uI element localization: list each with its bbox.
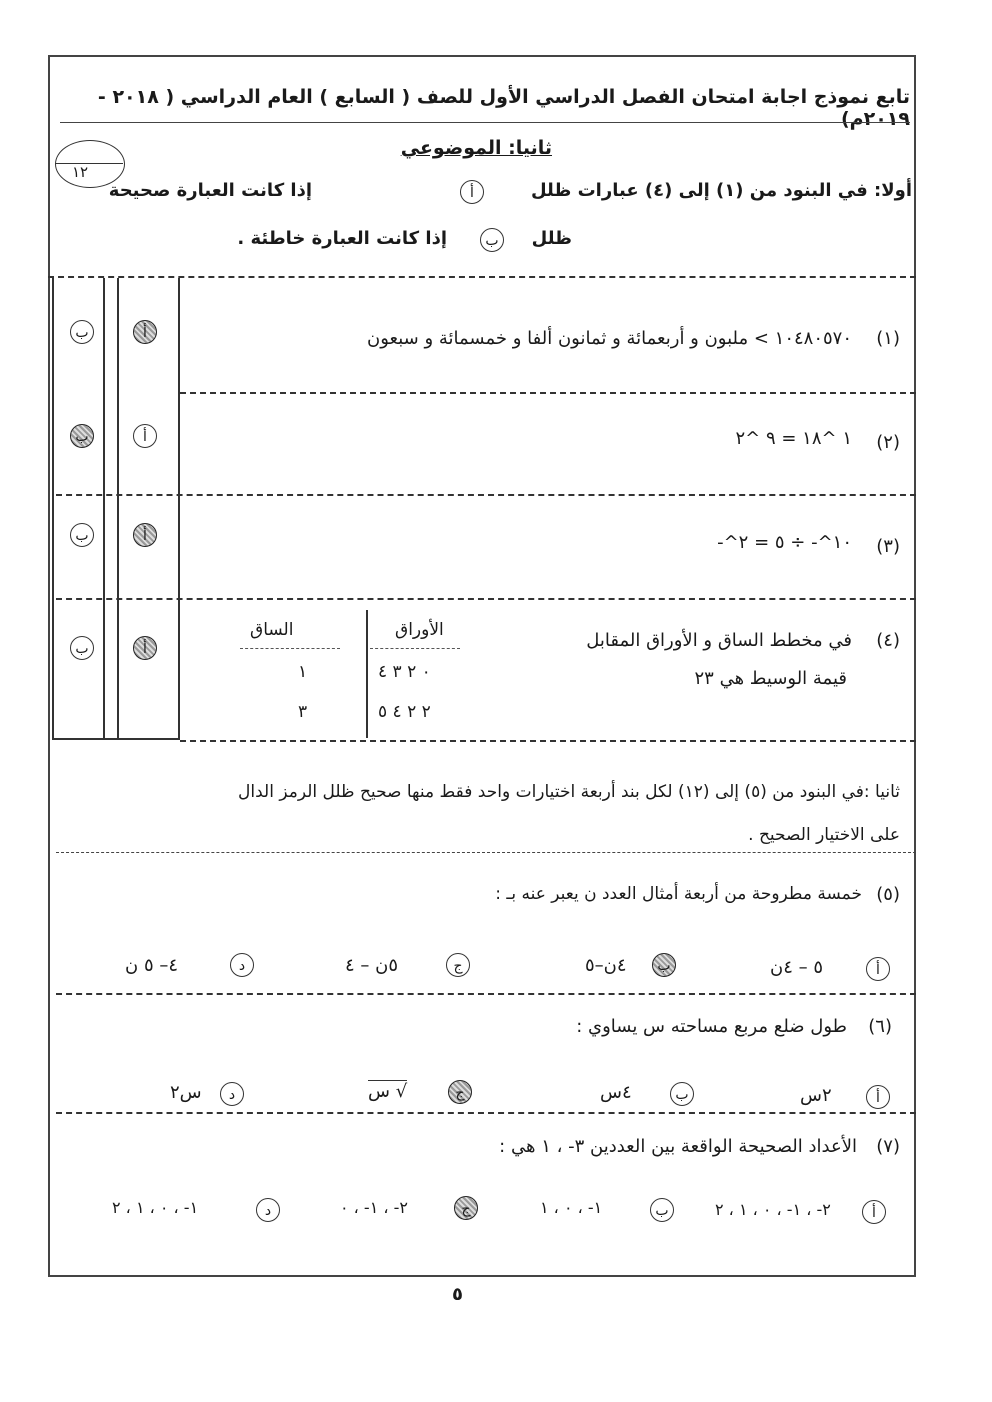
answer-box-mid [103,278,105,740]
tf-item-3-num: (٣) [876,536,900,557]
mc-6-option-d-symbol[interactable]: د [220,1082,244,1106]
mc-6-option-c-symbol[interactable]: ج [448,1080,472,1104]
tf-divider-2 [56,494,916,496]
answer-box-mid2 [117,278,119,740]
part2-line2: على الاختيار الصحيح . [748,825,900,845]
answer-box-left [52,278,54,740]
false-symbol: ب [480,228,504,252]
part1-line1: أولا: في البنود من (١) إلى (٤) عبارات ظلل [530,180,912,201]
page-number: ٥ [452,1284,463,1305]
true-symbol: أ [460,180,484,204]
tf-item-3-option-b[interactable]: ب [70,523,94,547]
tf-item-4-option-b[interactable]: ب [70,636,94,660]
part2-line1: ثانيا :في البنود من (٥) إلى (١٢) لكل بند أربعة اختيارات واحد فقط منها صحيح ظلل الرمز الدال [238,782,900,802]
mc-7-option-c-text: ٢- ، ١- ، ٠ [340,1198,408,1217]
mc-7-option-a-symbol[interactable]: أ [862,1200,886,1224]
tf-item-1-option-b[interactable]: ب [70,320,94,344]
mc-7-option-c-symbol[interactable]: ج [454,1196,478,1220]
tf-item-2-option-b[interactable]: ب [70,424,94,448]
mc-5-option-c-symbol[interactable]: ج [446,953,470,977]
tf-item-4-text: في مخطط الساق و الأوراق المقابل [586,630,852,651]
mc-divider-6 [56,1112,916,1114]
tf-item-1-text: ١٠٤٨٠٥٧٠ > ملبون و أربعمائة و ثمانون ألفا و خمسمائة و سبعون [367,328,852,349]
answer-box-right [178,278,180,740]
mc-5-option-d-text: ٤– ٥ ن [125,955,179,976]
part1-line2-prefix: ظلل [531,228,572,249]
leaf-row-1: ٠ ٢ ٣ ٤ [378,662,431,682]
section-divider-2 [180,740,916,742]
mc-7-option-d-symbol[interactable]: د [256,1198,280,1222]
tf-item-3-text: ١٠^- ÷ ٥ = ٢^- [717,532,852,553]
mc-6-option-d-text: س٢ [170,1082,202,1103]
tf-divider-1 [180,392,916,394]
score-total: ١٢ [72,163,89,181]
mc-7-option-b-symbol[interactable]: ب [650,1198,674,1222]
tf-divider-3 [56,598,916,600]
part2-divider [56,852,916,853]
section-title: ثانيا: الموضوعي [400,137,552,159]
stem-row-2: ٣ [298,702,308,722]
mc-7-option-d-text: ١- ، ٠ ، ١ ، ٢ [112,1198,199,1217]
mc-item-6-question: طول ضلع مربع مساحته س يساوي : [576,1016,847,1037]
part1-true-text: إذا كانت العبارة صحيحة [108,180,312,201]
mc-7-option-b-text: ١- ، ٠ ، ١ [540,1198,603,1217]
tf-item-2-num: (٢) [876,432,900,453]
mc-5-option-d-symbol[interactable]: د [230,953,254,977]
mc-6-option-b-symbol[interactable]: ب [670,1082,694,1106]
tf-item-3-option-a[interactable]: أ [133,523,157,547]
mc-item-5-num: (٥) [876,884,900,905]
tf-item-2-text: ١ ^١٨ = ٩ ^٢ [735,428,852,449]
mc-5-option-b-symbol[interactable]: ب [652,953,676,977]
part1-false-text: إذا كانت العبارة خاطئة . [237,228,447,249]
tf-item-1-num: (١) [876,328,900,349]
mc-item-7-question: الأعداد الصحيحة الواقعة بين العددين ٣- ، ١ هي : [499,1136,857,1157]
mc-5-option-b-text: ٤ن–٥ [585,955,627,976]
stem-header-underline [240,648,340,649]
mc-5-option-a-symbol[interactable]: أ [866,957,890,981]
mc-7-option-a-text: ٢- ، ١- ، ٠ ، ١ ، ٢ [715,1200,831,1219]
stem-row-1: ١ [298,662,308,682]
stem-leaf-divider [366,610,368,738]
leaf-header: الأوراق [395,620,444,640]
leaf-header-underline [370,648,460,649]
tf-item-4-option-a[interactable]: أ [133,636,157,660]
tf-item-4-text2: قيمة الوسيط هي ٢٣ [694,668,847,689]
leaf-row-2: ٢ ٢ ٤ ٥ [378,702,431,722]
score-divider [55,163,123,164]
answer-box-bottom [52,738,180,740]
header-underline [60,122,910,123]
mc-5-option-a-text: ٥ – ٤ن [770,957,824,978]
mc-6-option-a-symbol[interactable]: أ [866,1085,890,1109]
stem-header: الساق [250,620,294,640]
mc-6-option-c-text: √ س [368,1081,408,1102]
mc-item-7-num: (٧) [876,1136,900,1157]
tf-item-1-option-a[interactable]: أ [133,320,157,344]
mc-6-option-a-text: ٢س [800,1085,832,1106]
mc-item-6-num: (٦) [868,1016,892,1037]
mc-divider-5 [56,993,916,995]
page-header: تابع نموذج اجابة امتحان الفصل الدراسي الأول للصف ( السابع ) العام الدراسي ( ٢٠١٨ - ٢٠١٩م) [97,86,910,130]
tf-item-4-num: (٤) [876,630,900,651]
tf-item-2-option-a[interactable]: أ [133,424,157,448]
mc-5-option-c-text: ٥ن – ٤ [345,955,399,976]
mc-6-option-b-text: ٤س [600,1082,632,1103]
mc-item-5-question: خمسة مطروحة من أربعة أمثال العدد ن يعبر عنه بـ : [495,884,862,904]
